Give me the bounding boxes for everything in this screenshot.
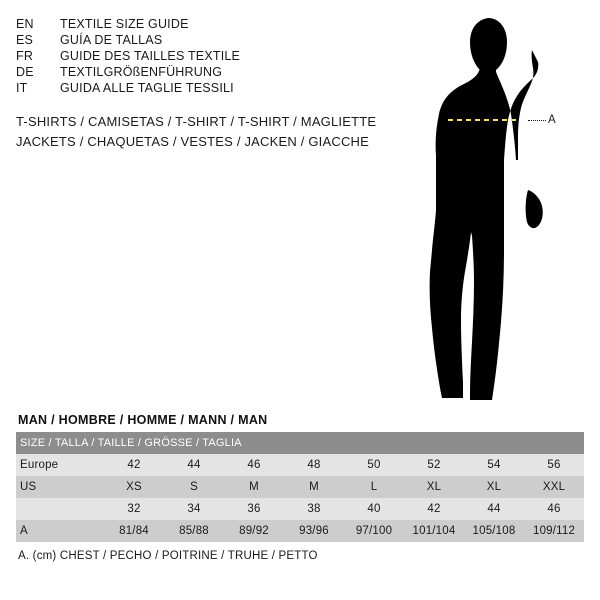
cell-value: 46 bbox=[224, 454, 284, 476]
cell-value: M bbox=[284, 476, 344, 498]
table-row bbox=[16, 454, 584, 476]
table-footnote: A. (cm) CHEST / PECHO / POITRINE / TRUHE / PETTO bbox=[18, 550, 318, 562]
cell-value: XL bbox=[404, 476, 464, 498]
cell-value: XS bbox=[104, 476, 164, 498]
cell-value: 101/104 bbox=[404, 520, 464, 542]
row-label bbox=[16, 498, 104, 520]
row-label: A bbox=[16, 520, 104, 542]
table-header-label: SIZE / TALLA / TAILLE / GRÖSSE / TAGLIA bbox=[16, 432, 584, 454]
category-line-tshirts: T-SHIRTS / CAMISETAS / T-SHIRT / T-SHIRT / MAGLIETTE bbox=[16, 114, 377, 129]
cell-value: 48 bbox=[284, 454, 344, 476]
language-title: TEXTILGRÖßENFÜHRUNG bbox=[60, 65, 223, 79]
language-row bbox=[16, 32, 346, 48]
size-table bbox=[16, 432, 584, 542]
language-code: IT bbox=[16, 81, 28, 95]
cell-value: 97/100 bbox=[344, 520, 404, 542]
table-row bbox=[16, 520, 584, 542]
cell-value: 44 bbox=[464, 498, 524, 520]
garment-category-block bbox=[16, 112, 416, 152]
cell-value: 105/108 bbox=[464, 520, 524, 542]
language-code: DE bbox=[16, 65, 34, 79]
cell-value: 93/96 bbox=[284, 520, 344, 542]
measure-leader-line bbox=[528, 120, 546, 121]
cell-value: XXL bbox=[524, 476, 584, 498]
cell-value: 44 bbox=[164, 454, 224, 476]
cell-value: 50 bbox=[344, 454, 404, 476]
cell-value: 89/92 bbox=[224, 520, 284, 542]
cell-value: 32 bbox=[104, 498, 164, 520]
cell-value: S bbox=[164, 476, 224, 498]
cell-value: 56 bbox=[524, 454, 584, 476]
size-table-area bbox=[16, 410, 584, 562]
table-header-row bbox=[16, 432, 584, 454]
language-code: FR bbox=[16, 49, 34, 63]
cell-value: 42 bbox=[404, 498, 464, 520]
language-title: GUIDA ALLE TAGLIE TESSILI bbox=[60, 81, 234, 95]
cell-value: 38 bbox=[284, 498, 344, 520]
cell-value: 46 bbox=[524, 498, 584, 520]
language-title: TEXTILE SIZE GUIDE bbox=[60, 17, 189, 31]
table-group-title: MAN / HOMBRE / HOMME / MANN / MAN bbox=[18, 413, 268, 427]
cell-value: 81/84 bbox=[104, 520, 164, 542]
cell-value: 52 bbox=[404, 454, 464, 476]
row-label: Europe bbox=[16, 454, 104, 476]
cell-value: 40 bbox=[344, 498, 404, 520]
language-row bbox=[16, 64, 346, 80]
category-line-jackets: JACKETS / CHAQUETAS / VESTES / JACKEN / GIACCHE bbox=[16, 134, 370, 149]
cell-value: 36 bbox=[224, 498, 284, 520]
cell-value: L bbox=[344, 476, 404, 498]
language-title: GUIDE DES TAILLES TEXTILE bbox=[60, 49, 241, 63]
language-header-block bbox=[16, 16, 346, 96]
table-row bbox=[16, 498, 584, 520]
cell-value: 85/88 bbox=[164, 520, 224, 542]
cell-value: 109/112 bbox=[524, 520, 584, 542]
language-row bbox=[16, 80, 346, 96]
language-title: GUÍA DE TALLAS bbox=[60, 33, 163, 47]
language-row bbox=[16, 48, 346, 64]
measure-label-a: A bbox=[548, 114, 557, 126]
language-code: ES bbox=[16, 33, 34, 47]
cell-value: 34 bbox=[164, 498, 224, 520]
cell-value: 54 bbox=[464, 454, 524, 476]
row-label: US bbox=[16, 476, 104, 498]
male-silhouette-illustration bbox=[400, 10, 600, 410]
cell-value: M bbox=[224, 476, 284, 498]
cell-value: 42 bbox=[104, 454, 164, 476]
language-row bbox=[16, 16, 346, 32]
table-row bbox=[16, 476, 584, 498]
cell-value: XL bbox=[464, 476, 524, 498]
silhouette-body-shape bbox=[430, 18, 543, 400]
language-code: EN bbox=[16, 17, 34, 31]
